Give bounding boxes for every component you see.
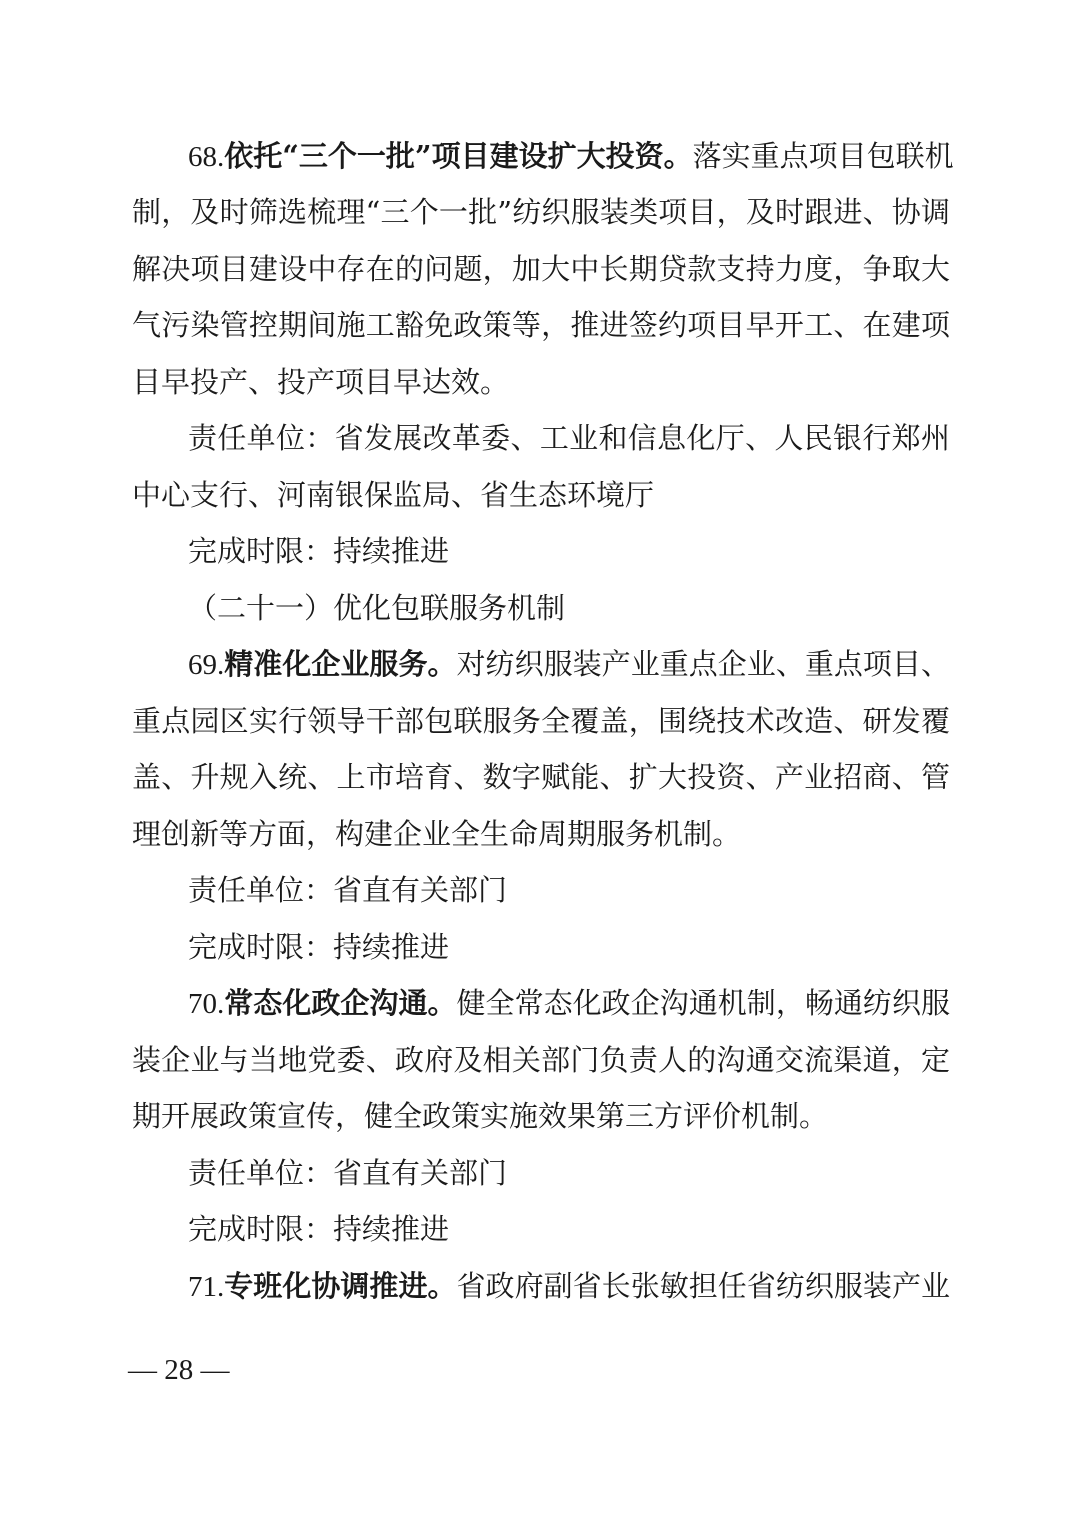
item-70-text-1: 健全常态化政企沟通机制，畅通纺织服 <box>456 986 950 1020</box>
page-number: — 28 — <box>128 1354 230 1386</box>
item-70-line-3: 期开展政策宣传，健全政策实施效果第三方评价机制。 <box>132 1099 829 1133</box>
item-69-text-1: 对纺织服装产业重点企业、重点项目、 <box>456 647 950 681</box>
item-69-line-3: 盖、升规入统、上市培育、数字赋能、扩大投资、产业招商、管 <box>132 760 950 794</box>
item-68-line-3: 解决项目建设中存在的问题，加大中长期贷款支持力度，争取大 <box>132 252 950 286</box>
item-69-number: 69. <box>188 649 225 681</box>
item-69-deadline: 完成时限：持续推进 <box>188 930 450 964</box>
item-70-responsible: 责任单位：省直有关部门 <box>188 1156 508 1190</box>
item-71-line-1 <box>188 1266 950 1307</box>
item-69-line-4: 理创新等方面，构建企业全生命周期服务机制。 <box>132 817 742 851</box>
item-68-line-4: 气污染管控期间施工豁免政策等，推进签约项目早开工、在建项 <box>132 308 950 342</box>
item-70-line-1 <box>188 983 950 1024</box>
item-68-number: 68. <box>188 141 225 173</box>
item-68-responsible-2: 中心支行、河南银保监局、省生态环境厅 <box>132 478 655 512</box>
item-69-heading: 精准化企业服务。 <box>224 647 457 681</box>
item-70-heading: 常态化政企沟通。 <box>224 986 457 1020</box>
item-68-line-5: 目早投产、投产项目早达效。 <box>132 365 510 399</box>
item-69-line-1 <box>188 644 950 685</box>
item-69-responsible: 责任单位：省直有关部门 <box>188 873 508 907</box>
item-68-heading: 依托“三个一批”项目建设扩大投资。 <box>224 139 693 173</box>
item-68-line-1 <box>188 136 954 177</box>
item-68-text-1: 落实重点项目包联机 <box>692 139 954 173</box>
section-21-heading: （二十一）优化包联服务机制 <box>188 591 566 625</box>
item-68-line-2: 制，及时筛选梳理“三个一批”纺织服装类项目，及时跟进、协调 <box>132 195 950 229</box>
item-68-responsible-1: 责任单位：省发展改革委、工业和信息化厅、人民银行郑州 <box>188 421 950 455</box>
item-71-number: 71. <box>188 1271 225 1303</box>
item-71-heading: 专班化协调推进。 <box>224 1269 457 1303</box>
item-70-deadline: 完成时限：持续推进 <box>188 1212 450 1246</box>
item-68-deadline: 完成时限：持续推进 <box>188 534 450 568</box>
item-71-text-1: 省政府副省长张敏担任省纺织服装产业 <box>456 1269 950 1303</box>
item-70-line-2: 装企业与当地党委、政府及相关部门负责人的沟通交流渠道，定 <box>132 1043 950 1077</box>
item-69-line-2: 重点园区实行领导干部包联服务全覆盖，围绕技术改造、研发覆 <box>132 704 950 738</box>
item-70-number: 70. <box>188 988 225 1020</box>
